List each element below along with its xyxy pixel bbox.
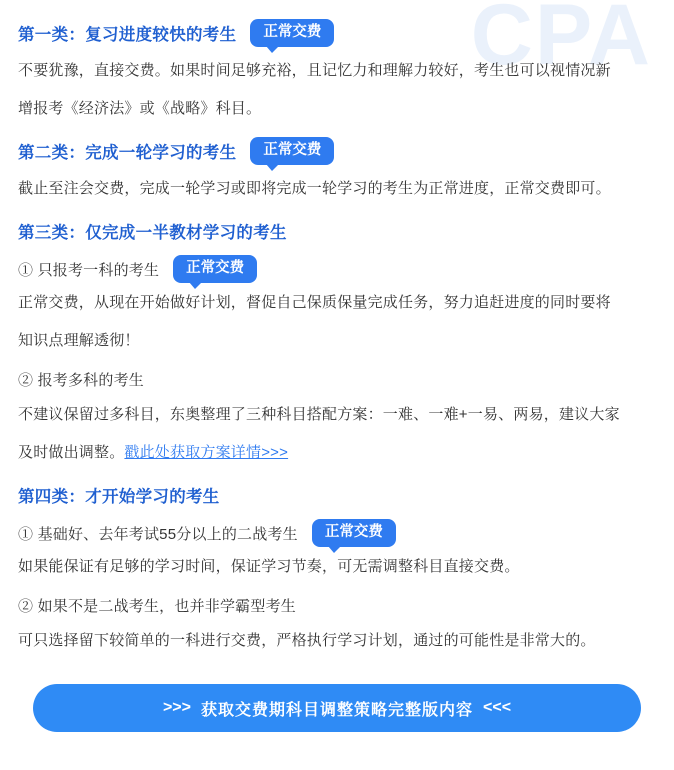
section-heading-2: 第二类：完成一轮学习的考生: [18, 144, 237, 162]
section-heading-row-4: [18, 480, 656, 510]
status-badge-1: 正常交费: [250, 19, 334, 47]
watermark-cpa: CPA: [470, 0, 652, 83]
section-3-item-2-label: ② 报考多科的考生: [18, 372, 144, 389]
cta-button[interactable]: [33, 684, 641, 732]
section-paragraph-2-1: 截止至注会交费，完成一轮学习或即将完成一轮学习的考生为正常进度，正常交费即可。: [18, 180, 611, 197]
section-heading-row-3: [18, 216, 656, 246]
section-paragraph-1-2: 增报考《经济法》或《战略》科目。: [18, 100, 262, 117]
section-3-item-2-prefix: 及时做出调整。: [18, 444, 125, 461]
status-badge-4: 正常交费: [312, 519, 396, 547]
section-3-item-1-row: [18, 254, 656, 284]
section-heading-row-1: [18, 18, 656, 48]
section-4-item-1-row: [18, 518, 656, 548]
cta-label: 获取交费期科目调整策略完整版内容: [200, 701, 473, 719]
section-4-item-1-paragraph-1: 如果能保证有足够的学习时间，保证学习节奏，可无需调整科目直接交费。: [18, 558, 520, 575]
plan-details-link[interactable]: 戳此处获取方案详情>>>: [124, 444, 289, 461]
section-3-item-1-paragraph-2: 知识点理解透彻！: [18, 332, 140, 349]
section-4-item-2-label: ② 如果不是二战考生，也并非学霸型考生: [18, 598, 296, 615]
section-3-item-2-paragraph-2: [18, 436, 656, 470]
section-3-item-2-paragraph-1: 不建议保留过多科目，东奥整理了三种科目搭配方案：一难、一难+一易、两易，建议大家: [18, 406, 620, 423]
section-4-item-1-label: ① 基础好、去年考试55分以上的二战考生: [18, 525, 298, 543]
section-heading-3: 第三类：仅完成一半教材学习的考生: [18, 224, 287, 242]
cta-right-arrows: <<<: [483, 699, 512, 716]
section-heading-4: 第四类：才开始学习的考生: [18, 488, 220, 506]
section-3-item-1-paragraph-1: 正常交费，从现在开始做好计划，督促自己保质保量完成任务，努力追赶进度的同时要将: [18, 294, 611, 311]
cta-left-arrows: >>>: [162, 699, 191, 716]
section-3-item-1-label: ① 只报考一科的考生: [18, 261, 160, 279]
status-badge-3: 正常交费: [173, 255, 257, 283]
section-heading-1: 第一类：复习进度较快的考生: [18, 26, 237, 44]
article-content: [18, 18, 656, 732]
section-paragraph-1-1: 不要犹豫，直接交费。如果时间足够充裕，且记忆力和理解力较好，考生也可以视情况新: [18, 62, 611, 79]
section-heading-row-2: [18, 136, 656, 166]
section-4-item-2-paragraph-1: 可只选择留下较简单的一科进行交费，严格执行学习计划，通过的可能性是非常大的。: [18, 632, 596, 649]
status-badge-2: 正常交费: [250, 137, 334, 165]
